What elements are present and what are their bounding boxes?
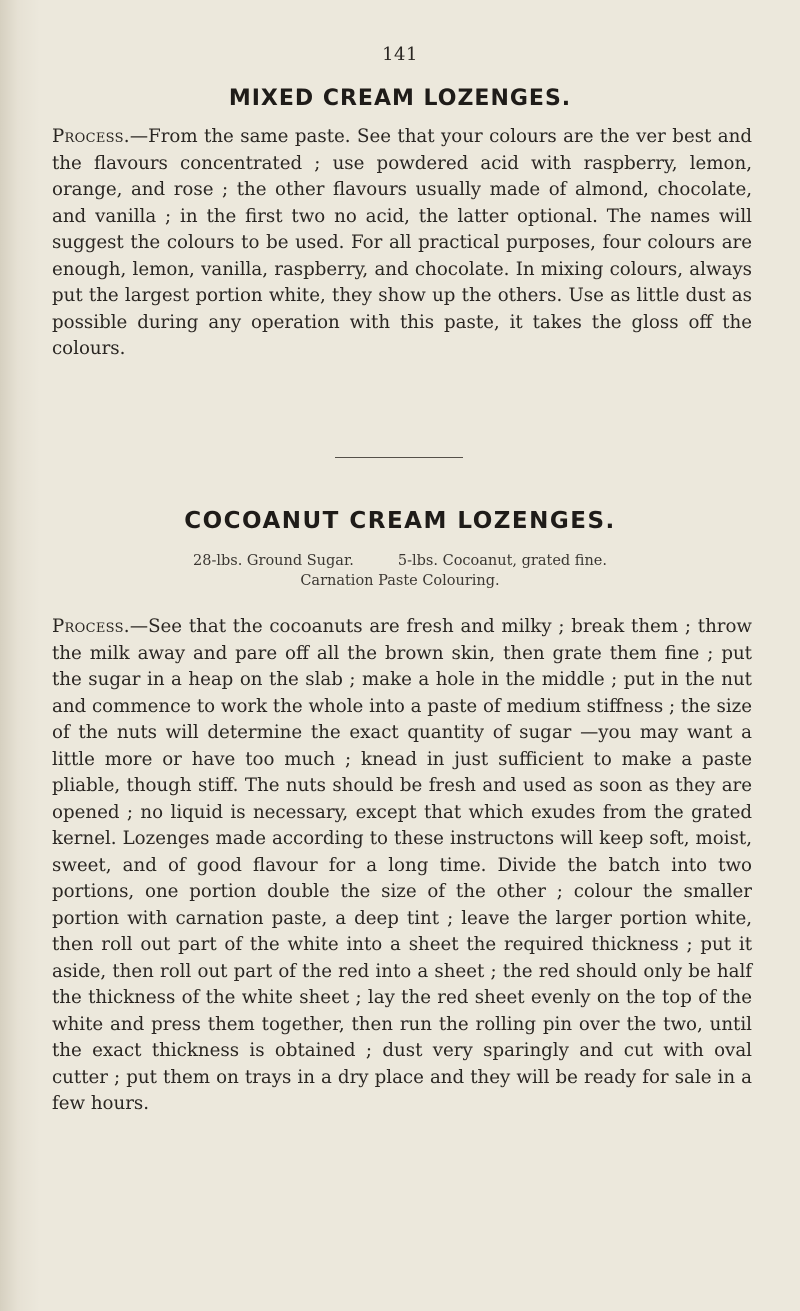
ingredients-list bbox=[0, 551, 800, 591]
ingredient-ground-sugar: 28-lbs. Ground Sugar. bbox=[193, 553, 354, 569]
mixed-cream-process-paragraph bbox=[52, 124, 752, 363]
section-divider-rule bbox=[335, 457, 463, 458]
page-number: 141 bbox=[382, 44, 418, 65]
process-label: Process. bbox=[52, 616, 130, 637]
ingredient-cocoanut: 5-lbs. Cocoanut, grated fine. bbox=[397, 553, 607, 569]
ingredients-row bbox=[0, 551, 800, 571]
cocoanut-cream-process-paragraph bbox=[52, 614, 752, 1118]
ingredient-carnation-paste: Carnation Paste Colouring. bbox=[300, 573, 500, 589]
ingredients-row bbox=[0, 571, 800, 591]
cocoanut-cream-lozenges-heading: COCOANUT CREAM LOZENGES. bbox=[184, 508, 616, 534]
cocoanut-cream-process-text: —See that the cocoanuts are fresh and milky ; break them ; throw the milk away and pare off all the brown skin, then grate them fine ; put the sugar in a heap on the slab ; make a hole in the middle ; put in the nut and commence to work the whole into a paste of medium stiffness ; the size of the nuts will determine the exact quantity of sugar —you may want a little more or have too much ; knead in just sufficient to make a paste pliable, though stiff. The nuts should be fresh and used as soon as they are opened ; no liquid is necessary, except that which exudes from the grated kernel. Lozenges made according to these instructons will keep soft, moist, sweet, and of good flavour for a long time. Divide the batch into two portions, one portion double the size of the other ; colour the smaller portion with carnation paste, a deep tint ; leave the larger portion white, then roll out part of the white into a sheet the required thickness ; put it aside, then roll out part of the red into a sheet ; the red should only be half the thickness of the white sheet ; lay the red sheet evenly on the top of the white and press them together, then run the rolling pin over the two, until the exact thickness is obtained ; dust very sparingly and cut with oval cutter ; put them on trays in a dry place and they will be ready for sale in a few hours. bbox=[52, 616, 752, 1114]
process-label: Process. bbox=[52, 126, 130, 147]
mixed-cream-lozenges-heading: MIXED CREAM LOZENGES. bbox=[228, 86, 572, 111]
mixed-cream-process-text: —From the same paste. See that your colours are the ver best and the flavours concentrated ; use powdered acid with raspberry, lemon, orange, and rose ; the other flavours usually made of almond, chocolate, and vanilla ; in the first two no acid, the latter optional. The names will suggest the colours to be used. For all practical purposes, four colours are enough, lemon, vanilla, raspberry, and chocolate. In mixing colours, always put the largest portion white, they show up the others. Use as little dust as possible during any operation with this paste, it takes the gloss off the colours. bbox=[52, 126, 752, 359]
